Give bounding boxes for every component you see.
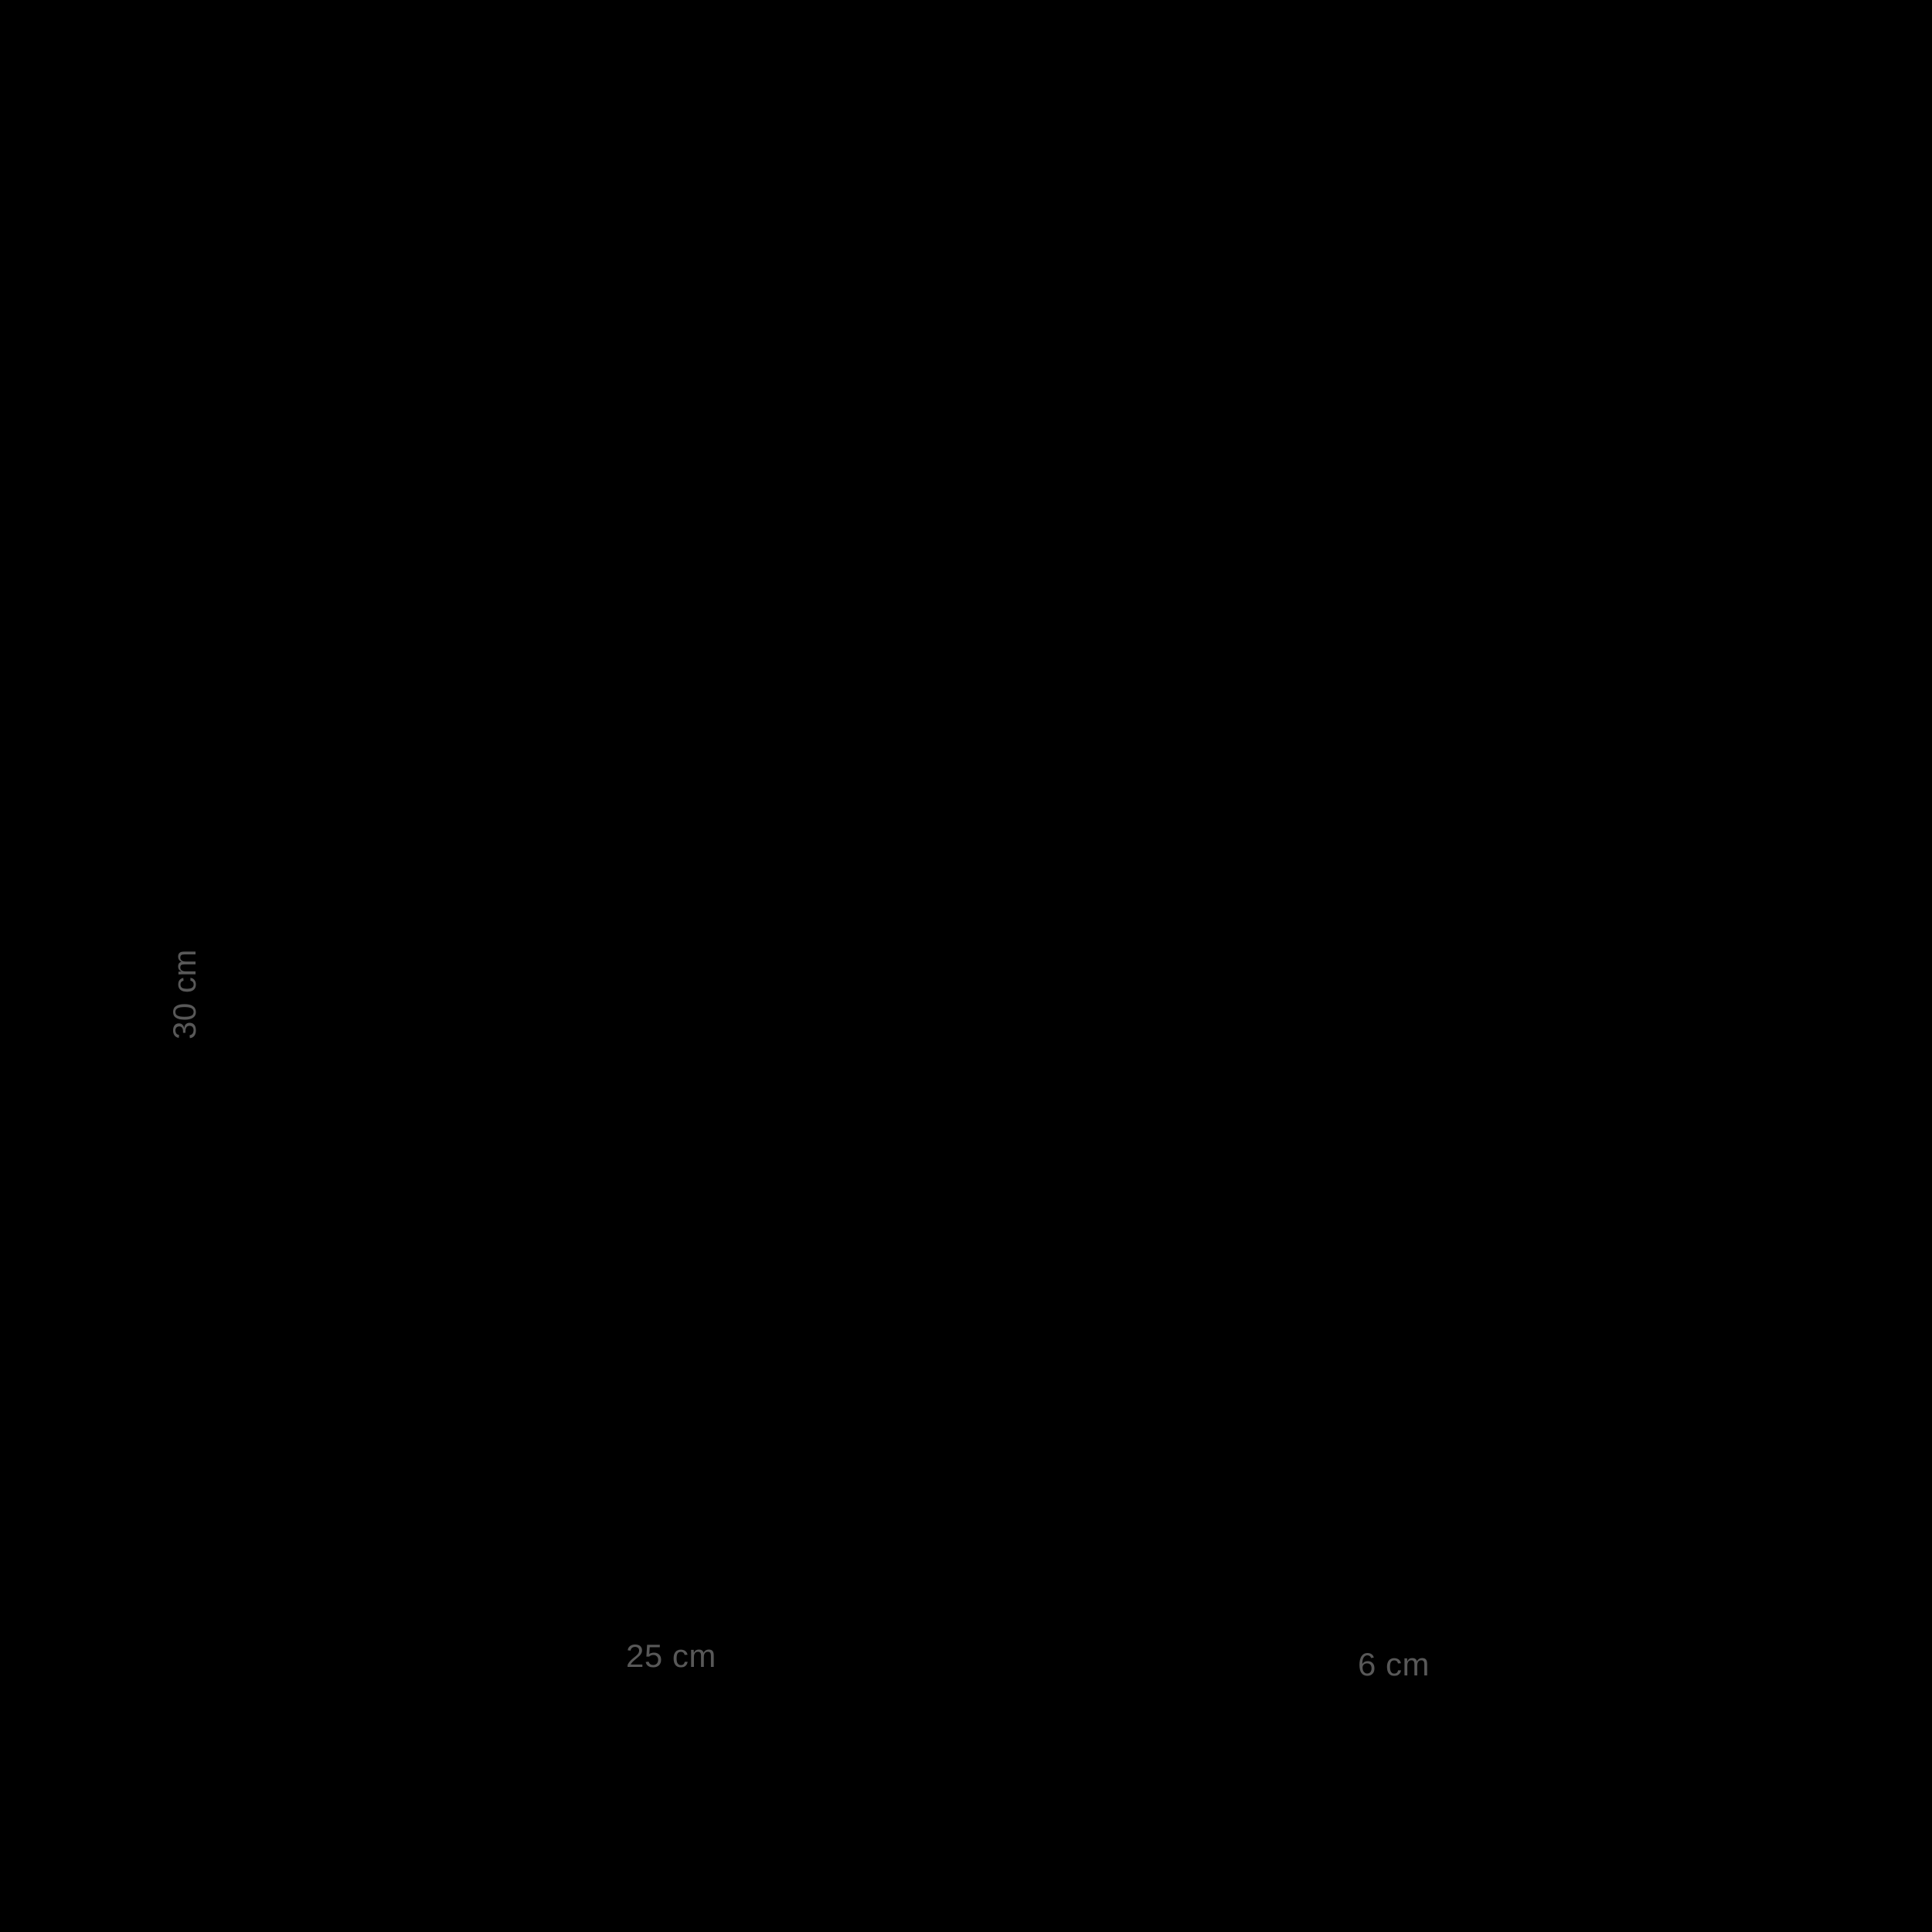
height-dimension-label: 30 cm	[166, 949, 202, 1039]
width-dimension-label: 25 cm	[626, 1638, 716, 1674]
depth-dimension-label: 6 cm	[1358, 1646, 1430, 1682]
